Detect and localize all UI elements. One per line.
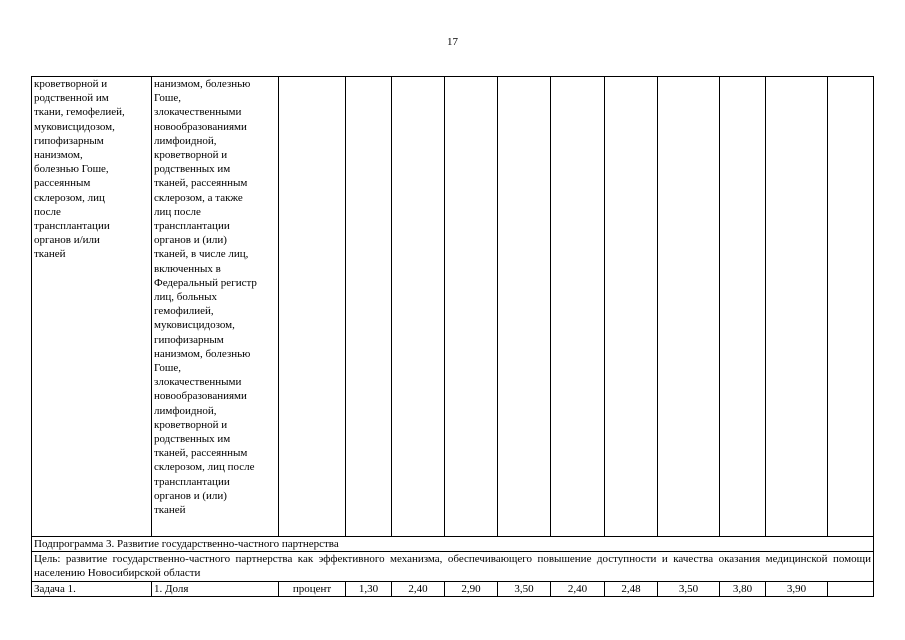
value-cell: 3,50 (498, 581, 551, 596)
task-description-cell: кроветворной и родственной им ткани, гемофелией, муковисцидозом, гипофизарным нанизмом, болезнью Гоше, рассеянным склерозом, лиц после трансплантации органов и/или тканей (32, 77, 152, 537)
value-cell: 3,80 (720, 581, 766, 596)
value-cell: 2,48 (605, 581, 658, 596)
value-cell (766, 77, 828, 537)
value-cell: 2,40 (392, 581, 445, 596)
unit-cell (279, 77, 346, 537)
value-cell: 2,40 (551, 581, 605, 596)
subprogram-title: Подпрограмма 3. Развитие государственно-частного партнерства (32, 537, 874, 552)
value-cell: 3,90 (766, 581, 828, 596)
value-cell: 2,90 (445, 581, 498, 596)
unit-label: процент (279, 581, 346, 596)
table-row-subprogram (32, 537, 874, 552)
indicator-label: 1. Доля (152, 581, 279, 596)
value-cell (346, 77, 392, 537)
table-row-continuation (32, 77, 874, 537)
value-cell (392, 77, 445, 537)
goal-text: Цель: развитие государственно-частного партнерства как эффективного механизма, обеспечивающего повышение доступности и качества оказания медицинской помощи населению Новосибирской области (32, 552, 874, 581)
task-label: Задача 1. (32, 581, 152, 596)
value-cell (551, 77, 605, 537)
value-cell (828, 581, 874, 596)
indicators-table (31, 76, 874, 597)
value-cell (828, 77, 874, 537)
value-cell: 3,50 (658, 581, 720, 596)
value-cell (720, 77, 766, 537)
value-cell (498, 77, 551, 537)
indicator-description-cell: нанизмом, болезнью Гоше, злокачественными новообразованиями лимфоидной, кроветворной и родственных им тканей, рассеянным склерозом, а также лиц после трансплантации органов и (или) тканей, в числе лиц, включенных в Федеральный регистр лиц, больных гемофилией, муковисцидозом, гипофизарным нанизмом, болезнью Гоше, злокачественными новообразованиями лимфоидной, кроветворной и родственных им тканей, рассеянным склерозом, лиц после трансплантации органов и (или) тканей (152, 77, 279, 537)
value-cell (658, 77, 720, 537)
table-row-task (32, 581, 874, 596)
value-cell (445, 77, 498, 537)
page-number: 17 (447, 36, 458, 48)
value-cell: 1,30 (346, 581, 392, 596)
table-row-goal (32, 552, 874, 581)
value-cell (605, 77, 658, 537)
